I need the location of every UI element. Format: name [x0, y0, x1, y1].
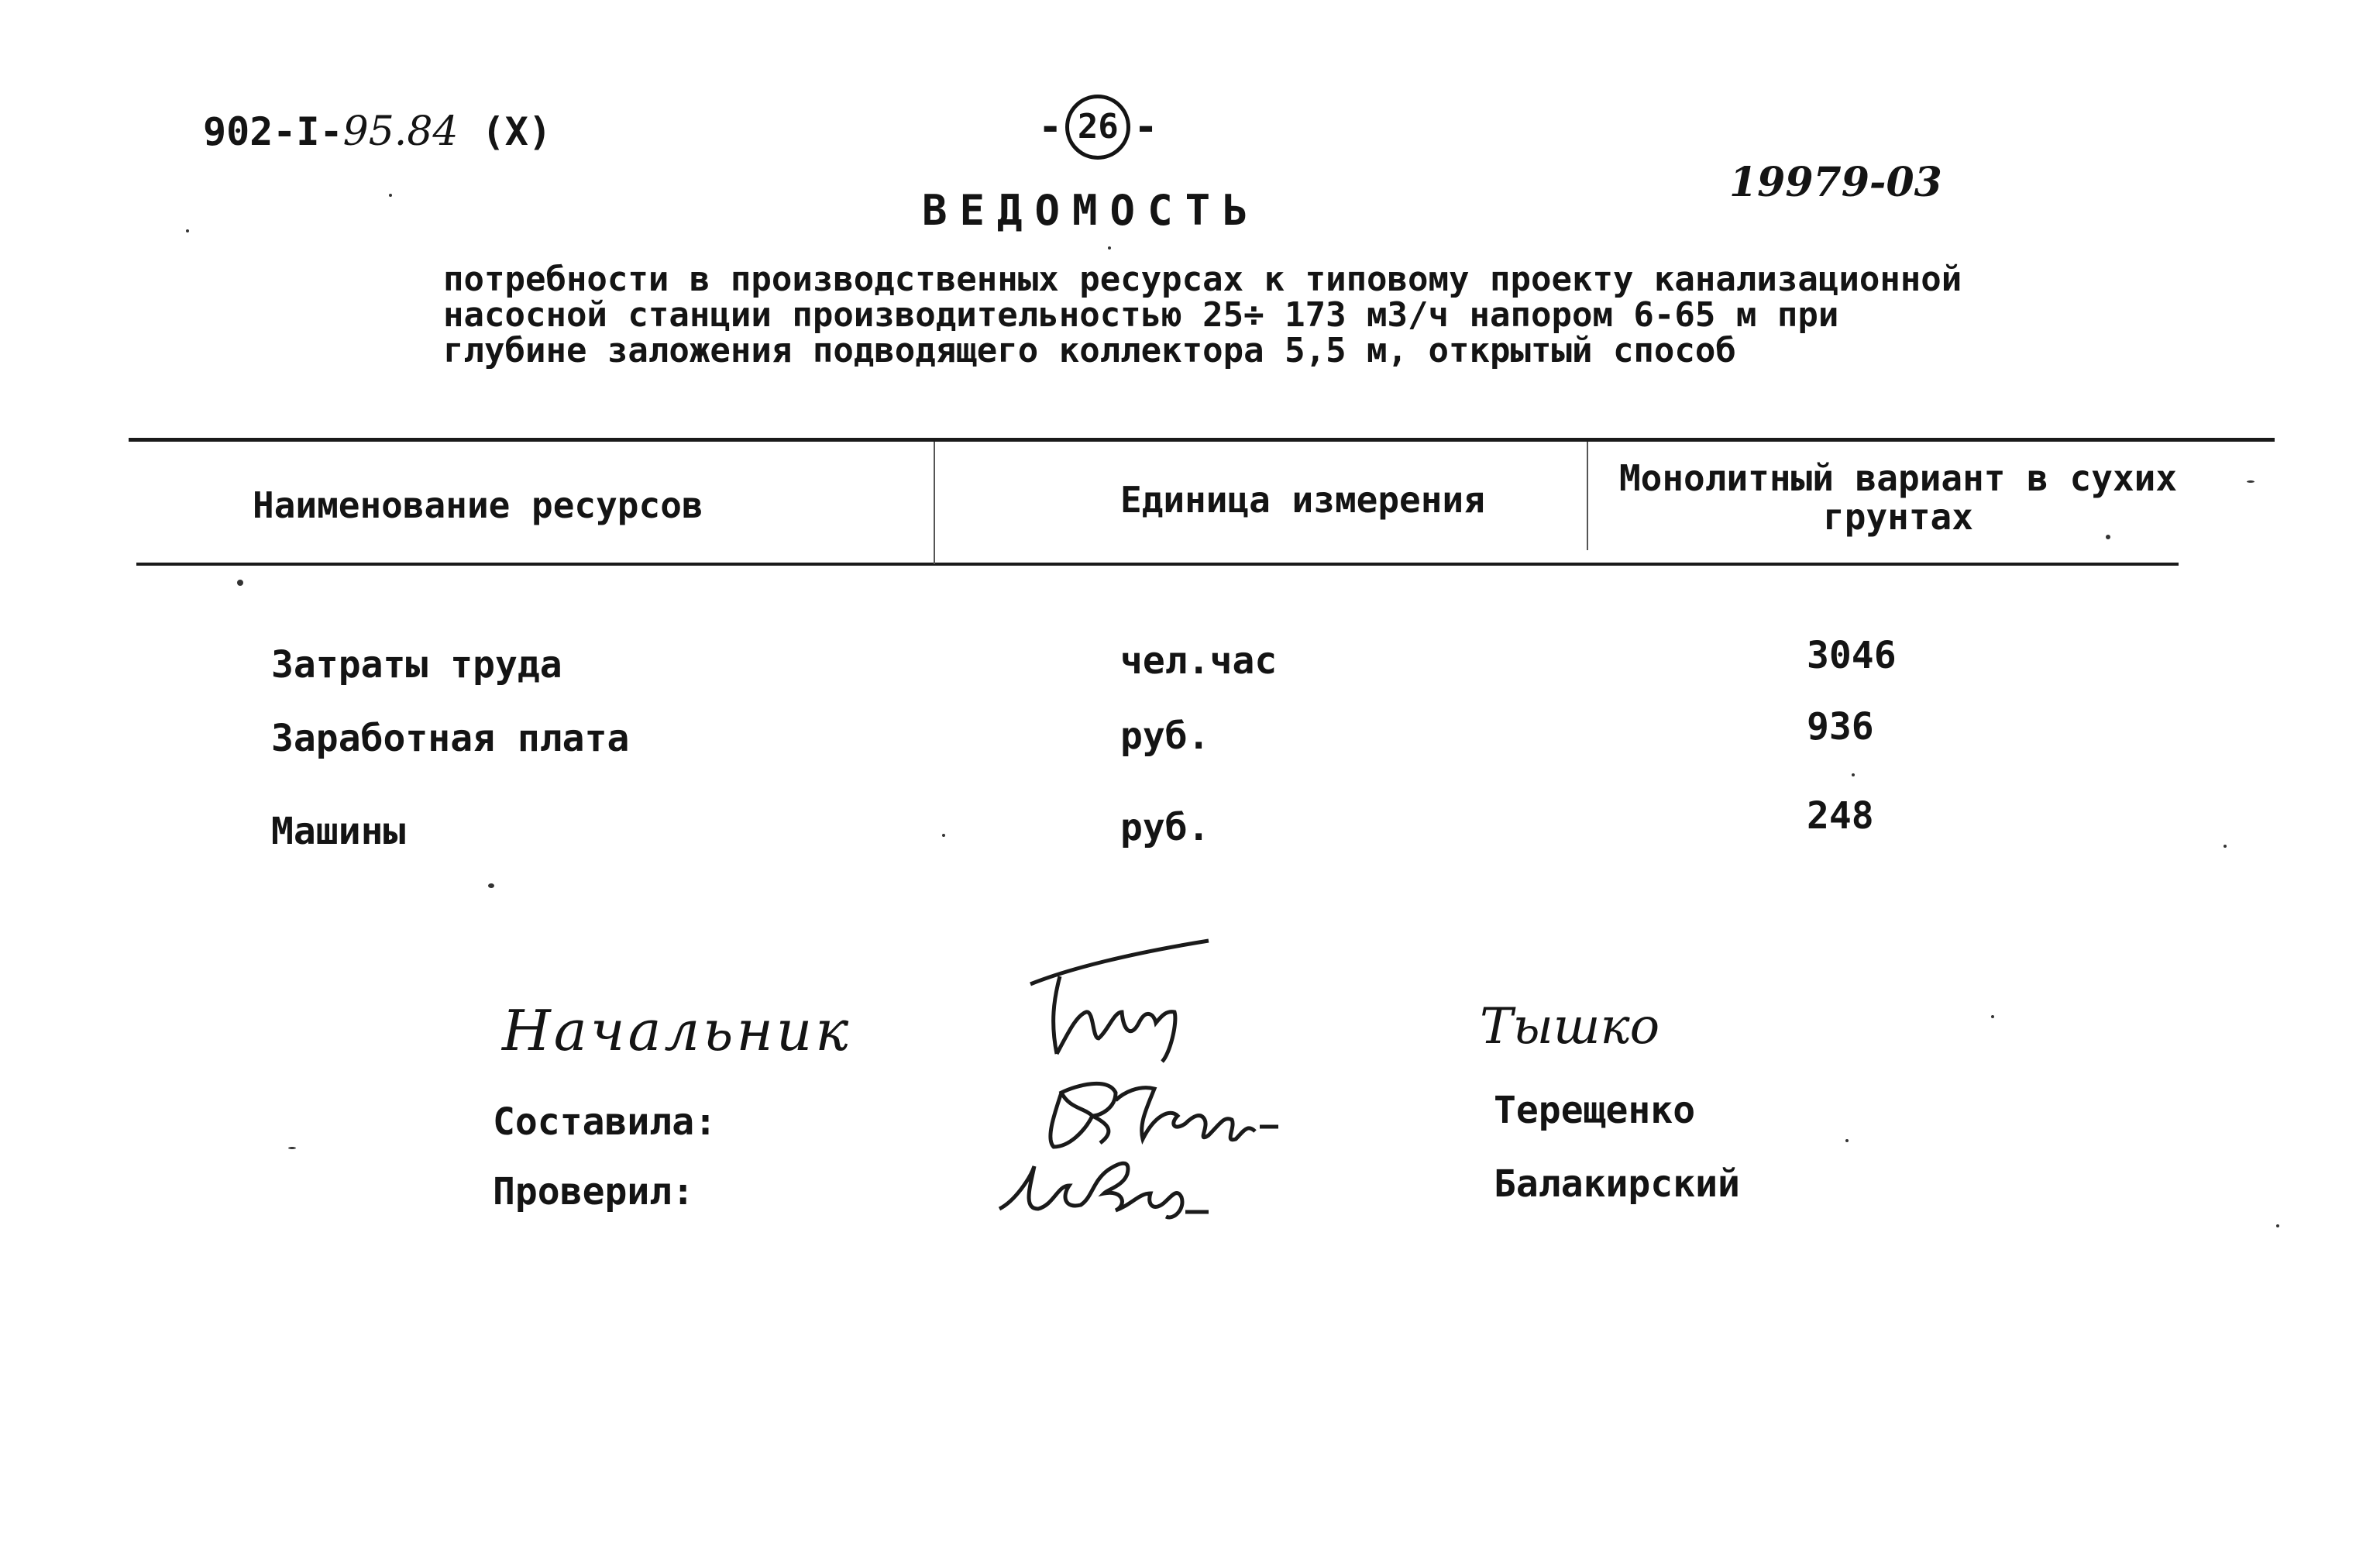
scan-speck — [942, 834, 945, 837]
table-header-unit: Единица измерения — [1120, 479, 1485, 521]
table-header-value-line-2: грунтах — [1823, 496, 1973, 538]
table-row-2-value-shown: 936 — [1807, 705, 1874, 749]
table-row-3-unit: руб. — [1120, 806, 1210, 849]
subtitle-line-3: глубине заложения подводящего коллектора 5,5 м, открытый способ — [443, 331, 1736, 370]
page-number-dash-right: - — [1133, 104, 1158, 150]
reference-number: 19979-03 — [1729, 159, 1942, 206]
table-row-1-name: Затраты труда — [271, 643, 562, 687]
scan-speck — [389, 194, 392, 197]
chief-name: Тышко — [1480, 998, 1660, 1055]
checked-name: Балакирский — [1494, 1162, 1740, 1206]
page-number-dash-left: - — [1038, 104, 1063, 150]
scan-speck — [1991, 1015, 1994, 1018]
compiled-name: Терещенко — [1494, 1089, 1696, 1132]
table-header-bottom-rule — [136, 563, 2179, 566]
scan-speck — [2247, 480, 2254, 483]
table-row-1-value: 3046 — [1807, 634, 1897, 677]
table-row-3-name: Машины — [271, 810, 406, 853]
page-number — [1038, 95, 1158, 160]
table-row-1-unit: чел.час — [1120, 639, 1278, 683]
table-header-value-line-1: Монолитный вариант в сухих — [1618, 457, 2178, 499]
document-code-prefix: 902-I- — [203, 109, 343, 154]
document-code-suffix: (X) — [481, 109, 552, 154]
table-row-2-name: Заработная плата — [271, 717, 630, 760]
table-header-value — [1611, 459, 2185, 536]
page-number-circle: 26 — [1065, 95, 1130, 160]
scan-speck — [288, 1147, 296, 1149]
scan-speck — [186, 229, 189, 232]
table-column-divider-1 — [934, 442, 935, 564]
table-row-2-unit: руб. — [1120, 714, 1210, 758]
table-top-rule — [129, 438, 2275, 442]
scan-speck — [2106, 535, 2110, 539]
scan-speck — [237, 580, 243, 586]
table-column-divider-2 — [1587, 442, 1588, 550]
subtitle-line-2: насосной станции производительностью 25÷ 173 м3/ч напором 6-65 м при — [443, 295, 1839, 335]
scan-speck — [1852, 773, 1855, 776]
subtitle-line-1: потребности в производственных ресурсах к типовому проекту канализационной — [443, 260, 1962, 299]
scan-speck — [2276, 1224, 2279, 1227]
table-row-3-value: 248 — [1807, 794, 1874, 838]
table-header-resource-name: Наименование ресурсов — [253, 484, 703, 526]
checked-signature — [992, 1139, 1224, 1224]
scan-speck — [488, 883, 494, 888]
document-code — [203, 108, 552, 155]
scan-speck — [1108, 246, 1111, 250]
document-subtitle — [443, 262, 1962, 369]
scan-speck — [1845, 1139, 1849, 1142]
checked-label: Проверил: — [493, 1170, 695, 1213]
chief-label: Начальник — [502, 998, 852, 1063]
chief-signature — [1023, 938, 1232, 1069]
page-title: ВЕДОМОСТЬ — [922, 186, 1261, 235]
scan-speck — [2224, 845, 2227, 848]
compiled-label: Составила: — [493, 1100, 717, 1144]
document-code-handwritten: 95.84 — [342, 108, 459, 155]
